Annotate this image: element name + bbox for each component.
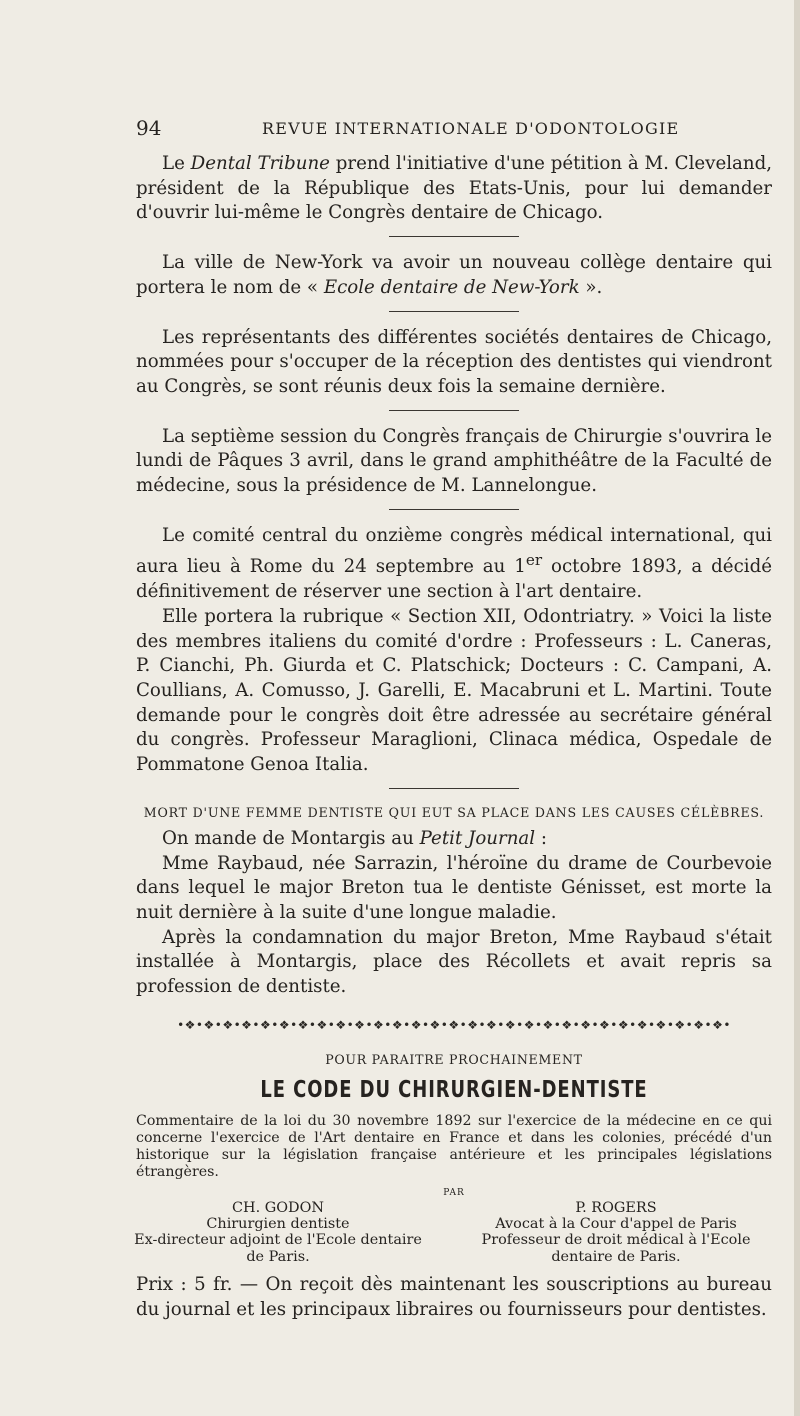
author-rogers <box>460 1200 772 1266</box>
advert-authors <box>122 1200 772 1266</box>
running-header <box>136 116 776 146</box>
separator-rule <box>389 509 519 510</box>
paragraph-new-york-college: La ville de New-York va avoir un nouveau collège dentaire qui portera le nom de « Ecole dentaire de New-York ». <box>136 252 772 298</box>
author-godon <box>122 1200 434 1266</box>
paragraph-section-xii: Elle portera la rubrique « Section XII, Odontriatry. » Voici la liste des membres italiens du comité d'ordre : Professeurs : L. Caneras, P. Cianchi, Ph. Giurda et C. Platschick; Docteurs : C. Campani, A. Coullians, A. Comusso, J. Garelli, E. Macabruni et L. Martini. Toute demande pour le congrès doit être adressée au secrétaire général du congrès. Professeur Maraglioni, Clinaca médica, Ospedale de Pommatone Genoa Italia. <box>136 605 772 776</box>
ornamental-border: •❖•❖•❖•❖•❖•❖•❖•❖•❖•❖•❖•❖•❖•❖•❖•❖•❖•❖•❖•❖•❖•❖•❖•❖•❖•❖•❖•❖•❖• <box>177 1017 731 1032</box>
advert-announcement: POUR PARAITRE PROCHAINEMENT <box>325 1051 583 1067</box>
author-name: P. ROGERS <box>575 1199 657 1216</box>
advert-par: PAR <box>443 1187 465 1198</box>
page-number: 94 <box>136 116 162 140</box>
separator-rule <box>389 788 519 789</box>
paragraph-surgery-congress: La septième session du Congrès français de Chirurgie s'ouvrira le lundi de Pâques 3 avril, dans le grand amphithéâtre de la Faculté de médecine, sous la présidence de M. Lannelongue. <box>136 425 772 497</box>
news-intro: On mande de Montargis au Petit Journal : <box>162 827 547 849</box>
separator-rule <box>389 311 519 312</box>
article-body <box>136 152 772 1323</box>
author-name: CH. GODON <box>232 1199 324 1216</box>
author-line: dentaire de Paris. <box>551 1248 681 1265</box>
separator-rule <box>389 410 519 411</box>
page-edge-shadow <box>794 0 800 1416</box>
separator-rule <box>389 236 519 237</box>
author-line: Avocat à la Cour d'appel de Paris <box>495 1215 737 1232</box>
paragraph-rome-congress: Le comité central du onzième congrès médical international, qui aura lieu à Rome du 24 septembre au 1er octobre 1893, a décidé définitivement de réserver une section à l'art dentaire. <box>136 524 772 603</box>
author-line: Professeur de droit médical à l'Ecole <box>481 1232 751 1249</box>
paragraph-chicago-societies: Les représentants des différentes sociétés dentaires de Chicago, nommées pour s'occuper de la réception des dentistes qui viendront au Congrès, se sont réunis deux fois la semaine dernière. <box>136 326 772 397</box>
advert-price: Prix : 5 fr. — On reçoit dès maintenant les souscriptions au bureau du journal et les principaux libraires ou fournisseurs pour dentistes. <box>136 1274 772 1320</box>
paragraph-dental-tribune: Le Dental Tribune prend l'initiative d'une pétition à M. Cleveland, président de la République des Etats-Unis, pour lui demander d'ouvrir lui-même le Congrès dentaire de Chicago. <box>136 153 773 224</box>
news-paragraph-1: Mme Raybaud, née Sarrazin, l'héroïne du drame de Courbevoie dans lequel le major Breton tua le dentiste Génisset, est morte la nuit dernière à la suite d'une longue maladie. <box>136 852 772 923</box>
advert-description: Commentaire de la loi du 30 novembre 1892 sur l'exercice de la médecine en ce qui concerne l'exercice de l'Art dentaire en France et dans les colonies, précédé d'un historique sur la législation française antérieure et les principales législations étrangères. <box>136 1112 772 1181</box>
author-line: de Paris. <box>246 1248 310 1265</box>
journal-title: REVUE INTERNATIONALE D'ODONTOLOGIE <box>262 119 680 138</box>
author-line: Ex-directeur adjoint de l'Ecole dentaire <box>134 1232 422 1249</box>
news-paragraph-2: Après la condamnation du major Breton, Mme Raybaud s'était installée à Montargis, place des Récollets et avait repris sa profession de dentiste. <box>136 926 772 998</box>
advert-title: LE CODE DU CHIRURGIEN-DENTISTE <box>260 1076 648 1103</box>
news-heading: MORT D'UNE FEMME DENTISTE QUI EUT SA PLACE DANS LES CAUSES CÉLÈBRES. <box>143 804 765 820</box>
author-line: Chirurgien dentiste <box>206 1215 350 1232</box>
